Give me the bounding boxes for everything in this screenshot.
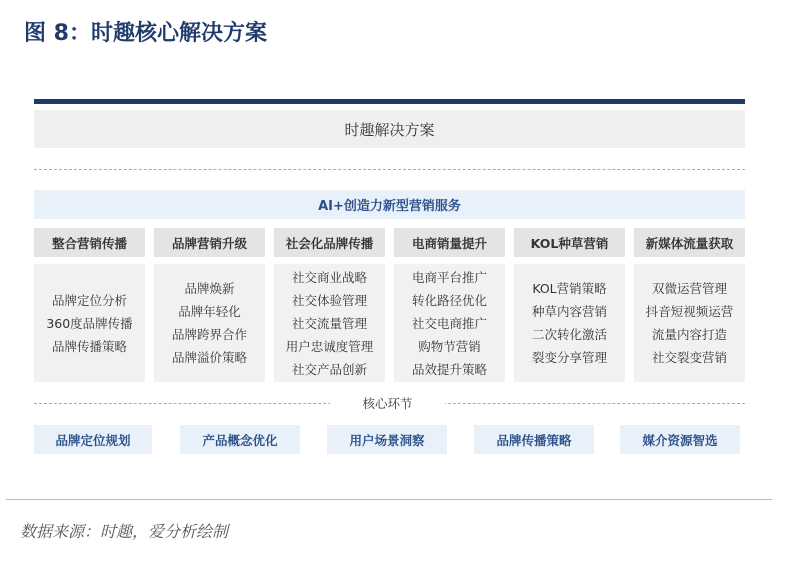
column-item: 种草内容营销 (531, 304, 607, 319)
column-body (514, 264, 625, 382)
column-item: 品牌溢价策略 (171, 350, 247, 365)
column-body (274, 264, 385, 382)
solution-heading: 时趣解决方案 (34, 110, 745, 148)
column-item: 转化路径优化 (411, 292, 487, 308)
column-item: 用户忠诚度管理 (285, 338, 374, 354)
column-item: 裂变分享管理 (531, 350, 607, 365)
column-header: KOL种草营销 (514, 228, 625, 257)
core-item: 媒介资源智选 (620, 425, 740, 454)
dashed-divider (34, 169, 745, 170)
column-item: 流量内容打造 (651, 327, 727, 342)
column-item: 抖音短视频运营 (645, 304, 734, 319)
column-item: 360度品牌传播 (46, 315, 133, 331)
core-item: 产品概念优化 (180, 425, 300, 454)
figure-number: 图 8： (24, 21, 91, 46)
top-accent-bar (34, 99, 745, 104)
column-item: 社交产品创新 (291, 361, 367, 377)
column-item: 品牌年轻化 (178, 304, 241, 319)
column-item: 二次转化激活 (531, 327, 607, 342)
column-header: 品牌营销升级 (154, 228, 265, 257)
source-note: 数据来源：时趣，爱分析绘制 (20, 522, 229, 541)
column-body (154, 264, 265, 382)
column-body (394, 264, 505, 382)
core-item: 品牌定位规划 (34, 425, 152, 454)
column-item: 社交电商推广 (411, 315, 487, 331)
core-item: 用户场景洞察 (327, 425, 447, 454)
column-body (34, 264, 145, 382)
column-item: 社交裂变营销 (651, 350, 727, 365)
ai-service-band: AI+创造力新型营销服务 (34, 190, 745, 219)
column-item: KOL营销策略 (532, 281, 607, 296)
core-item: 品牌传播策略 (474, 425, 594, 454)
column-header: 电商销量提升 (394, 228, 505, 257)
footer-rule (6, 499, 772, 500)
column-item: 双微运营管理 (651, 281, 727, 296)
figure-title (24, 16, 267, 48)
column-item: 品牌定位分析 (51, 292, 127, 308)
column-item: 品效提升策略 (411, 361, 487, 377)
column-item: 电商平台推广 (411, 269, 487, 285)
column-header: 新媒体流量获取 (634, 228, 745, 257)
column-item: 品牌跨界合作 (171, 327, 247, 342)
column-body (634, 264, 745, 382)
core-section-label: 核心环节 (330, 394, 445, 412)
column-item: 社交体验管理 (291, 292, 367, 308)
column-item: 社交流量管理 (291, 315, 367, 331)
column-item: 社交商业战略 (291, 269, 367, 285)
column-item: 品牌传播策略 (51, 338, 127, 354)
column-header: 社会化品牌传播 (274, 228, 385, 257)
column-item: 购物节营销 (418, 338, 481, 354)
column-item: 品牌焕新 (184, 281, 235, 296)
figure-title-text: 时趣核心解决方案 (90, 21, 267, 46)
column-header: 整合营销传播 (34, 228, 145, 257)
